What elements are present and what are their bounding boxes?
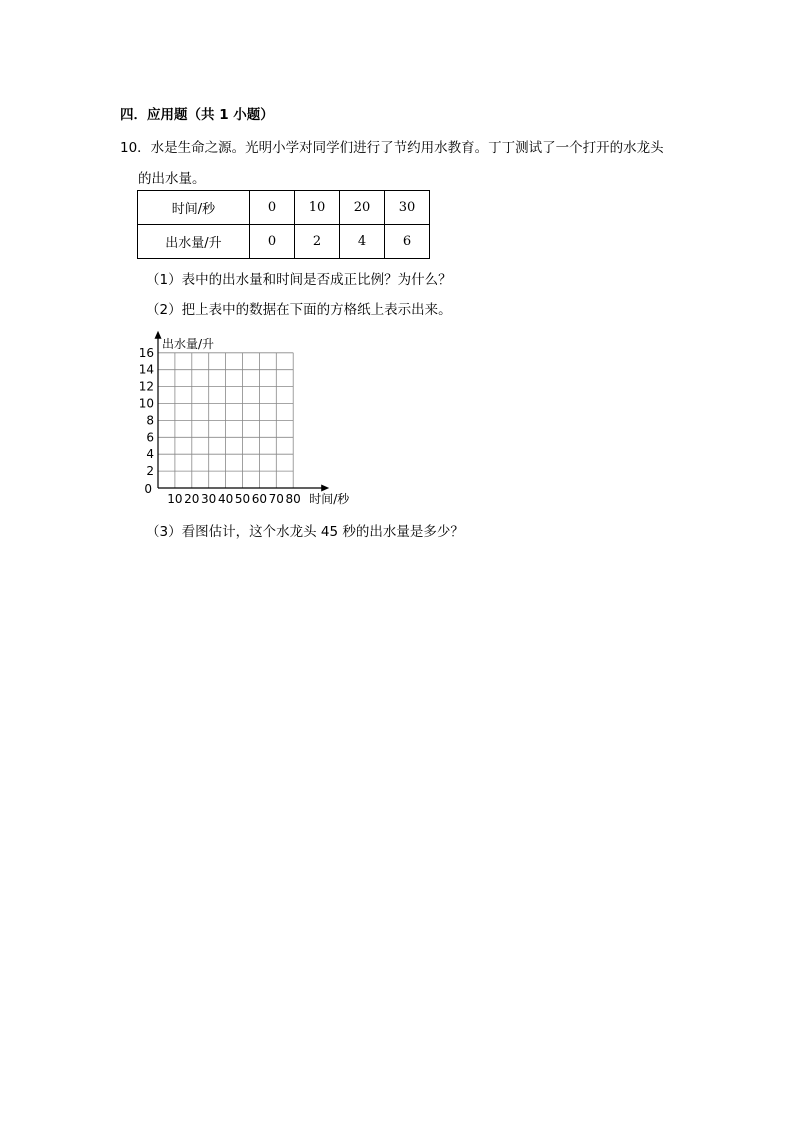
table-row-label: 时间/秒 <box>138 191 250 225</box>
axes <box>155 331 330 492</box>
data-table <box>137 190 430 259</box>
y-tick-label: 8 <box>146 413 154 428</box>
x-tick-label: 80 <box>285 492 301 506</box>
grid-chart <box>130 322 370 512</box>
table-cell: 10 <box>295 191 340 225</box>
x-tick-labels <box>167 492 301 506</box>
x-tick-label: 20 <box>184 492 200 506</box>
y-axis-arrow <box>155 331 162 339</box>
x-tick-label: 40 <box>217 492 234 506</box>
x-tick-label: 30 <box>201 492 217 506</box>
y-tick-label: 16 <box>138 345 154 360</box>
table-cell: 6 <box>385 225 430 259</box>
y-tick-label: 2 <box>146 464 154 479</box>
question-text-line2: 的出水量。 <box>138 171 206 187</box>
x-axis-arrow <box>321 485 329 492</box>
x-tick-label: 60 <box>251 492 268 506</box>
table-cell: 30 <box>385 191 430 225</box>
table-cell: 4 <box>340 225 385 259</box>
section-title: 四．应用题（共 1 小题） <box>120 107 274 123</box>
y-axis-label: 出水量/升 <box>162 336 215 351</box>
table-cell: 20 <box>340 191 385 225</box>
y-tick-label: 12 <box>138 379 154 394</box>
sub-question-1: （1）表中的出水量和时间是否成正比例？为什么？ <box>146 272 452 288</box>
table-cell: 2 <box>295 225 340 259</box>
x-tick-label: 70 <box>268 492 284 506</box>
question-text-line1: 10．水是生命之源。光明小学对同学们进行了节约用水教育。丁丁测试了一个打开的水龙头 <box>120 140 664 156</box>
table-row-water <box>138 225 430 259</box>
origin-label: 0 <box>144 482 152 496</box>
sub-question-2: （2）把上表中的数据在下面的方格纸上表示出来。 <box>146 302 452 318</box>
table-row-label: 出水量/升 <box>138 225 250 259</box>
table-cell: 0 <box>250 191 295 225</box>
grid-lines <box>158 353 293 488</box>
table-cell: 0 <box>250 225 295 259</box>
sub-question-3: （3）看图估计，这个水龙头 45 秒的出水量是多少？ <box>146 524 464 540</box>
y-tick-label: 6 <box>146 430 154 445</box>
y-tick-labels <box>139 346 154 478</box>
x-tick-label: 10 <box>167 492 183 506</box>
table-row-time <box>138 191 430 225</box>
y-tick-label: 10 <box>138 396 154 411</box>
y-tick-label: 14 <box>138 362 154 377</box>
x-tick-label: 50 <box>234 492 251 506</box>
x-axis-label: 时间/秒 <box>309 492 350 506</box>
y-tick-label: 4 <box>146 447 154 462</box>
